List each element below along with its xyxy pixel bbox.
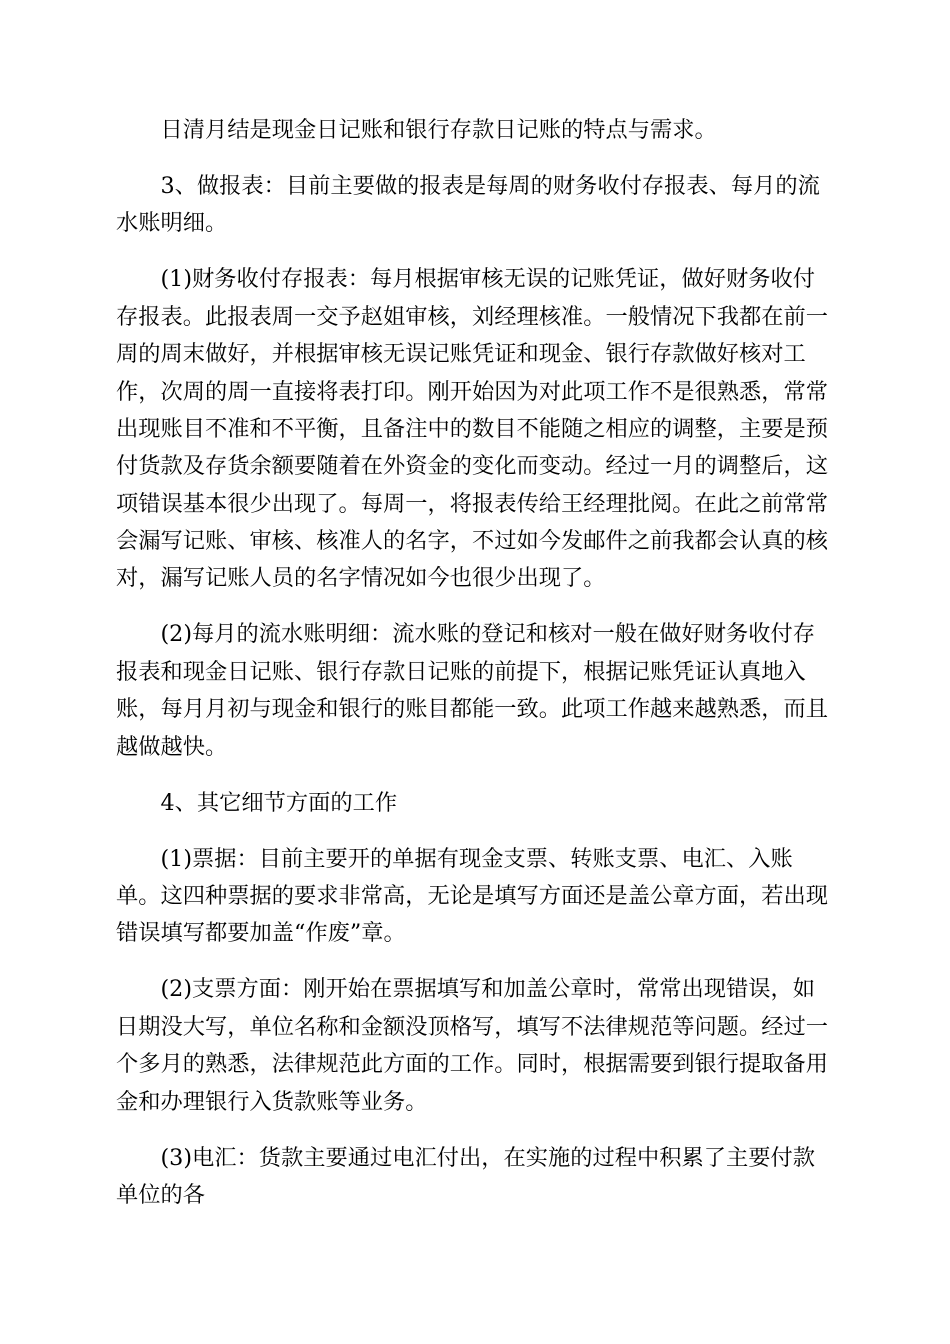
text-line: 错误填写都要加盖“作废”章。 [116,920,406,947]
text-line: 出现账目不准和不平衡，且备注中的数目不能随之相应的调整，主要是预 [116,415,828,442]
text-line: 个多月的熟悉，法律规范此方面的工作。同时，根据需要到银行提取备用 [116,1051,828,1078]
text-line: (2)每月的流水账明细：流水账的登记和核对一般在做好财务收付存 [160,621,816,648]
text-line: 会漏写记账、审核、核准人的名字，不过如今发邮件之前我都会认真的核 [116,528,828,555]
text-line: 金和办理银行入货款账等业务。 [116,1088,428,1115]
text-line: 水账明细。 [116,210,228,237]
text-line: (2)支票方面：刚开始在票据填写和加盖公章时，常常出现错误，如 [160,976,816,1003]
text-line: 单。这四种票据的要求非常高，无论是填写方面还是盖公章方面，若出现 [116,883,828,909]
text-line: 周的周末做好，并根据审核无误记账凭证和现金、银行存款做好核对工 [116,341,806,368]
text-line: 日期没大写，单位名称和金额没顶格写，填写不法律规范等问题。经过一 [116,1013,828,1040]
text-line: 存报表。此报表周一交予赵姐审核，刘经理核准。一般情况下我都在前一 [116,303,828,330]
paragraph-item-1-bills [116,841,846,953]
section-4-heading [116,785,846,822]
text-line: 作，次周的周一直接将表打印。刚开始因为对此项工作不是很熟悉，常常 [116,378,828,405]
text-line: (1)票据：目前主要开的单据有现金支票、转账支票、电汇、入账 [160,845,793,872]
text-line: 越做越快。 [116,733,228,760]
paragraph-item-2-monthly-ledger [116,616,846,766]
text-line: 4、其它细节方面的工作 [160,789,398,816]
paragraph-section-3-reports [116,168,846,243]
text-line: 对，漏写记账人员的名字情况如今也很少出现了。 [116,565,606,592]
text-line: 账，每月月初与现金和银行的账目都能一致。此项工作越来越熟悉，而且 [116,696,828,723]
text-line: 付货款及存货余额要随着在外资金的变化而变动。经过一月的调整后，这 [116,453,828,480]
text-line: (3)电汇：货款主要通过电汇付出，在实施的过程中积累了主要付款 [160,1144,816,1171]
paragraph-item-2-checks [116,971,846,1121]
text-line: 报表和现金日记账、银行存款日记账的前提下，根据记账凭证认真地入 [116,658,806,685]
text-line: 单位的各 [116,1181,205,1208]
paragraph-item-3-wire-transfer [116,1140,846,1215]
text-line: (1)财务收付存报表：每月根据审核无误的记账凭证，做好财务收付 [160,266,816,293]
text-line: 项错误基本很少出现了。每周一，将报表传给王经理批阅。在此之前常常 [116,490,828,517]
document-page [116,112,846,1233]
paragraph-daily-closing-summary [116,112,846,149]
text-line: 3、做报表：目前主要做的报表是每周的财务收付存报表、每月的流 [160,172,820,199]
text-line: 日清月结是现金日记账和银行存款日记账的特点与需求。 [160,117,717,143]
paragraph-item-1-financial-report [116,261,846,598]
